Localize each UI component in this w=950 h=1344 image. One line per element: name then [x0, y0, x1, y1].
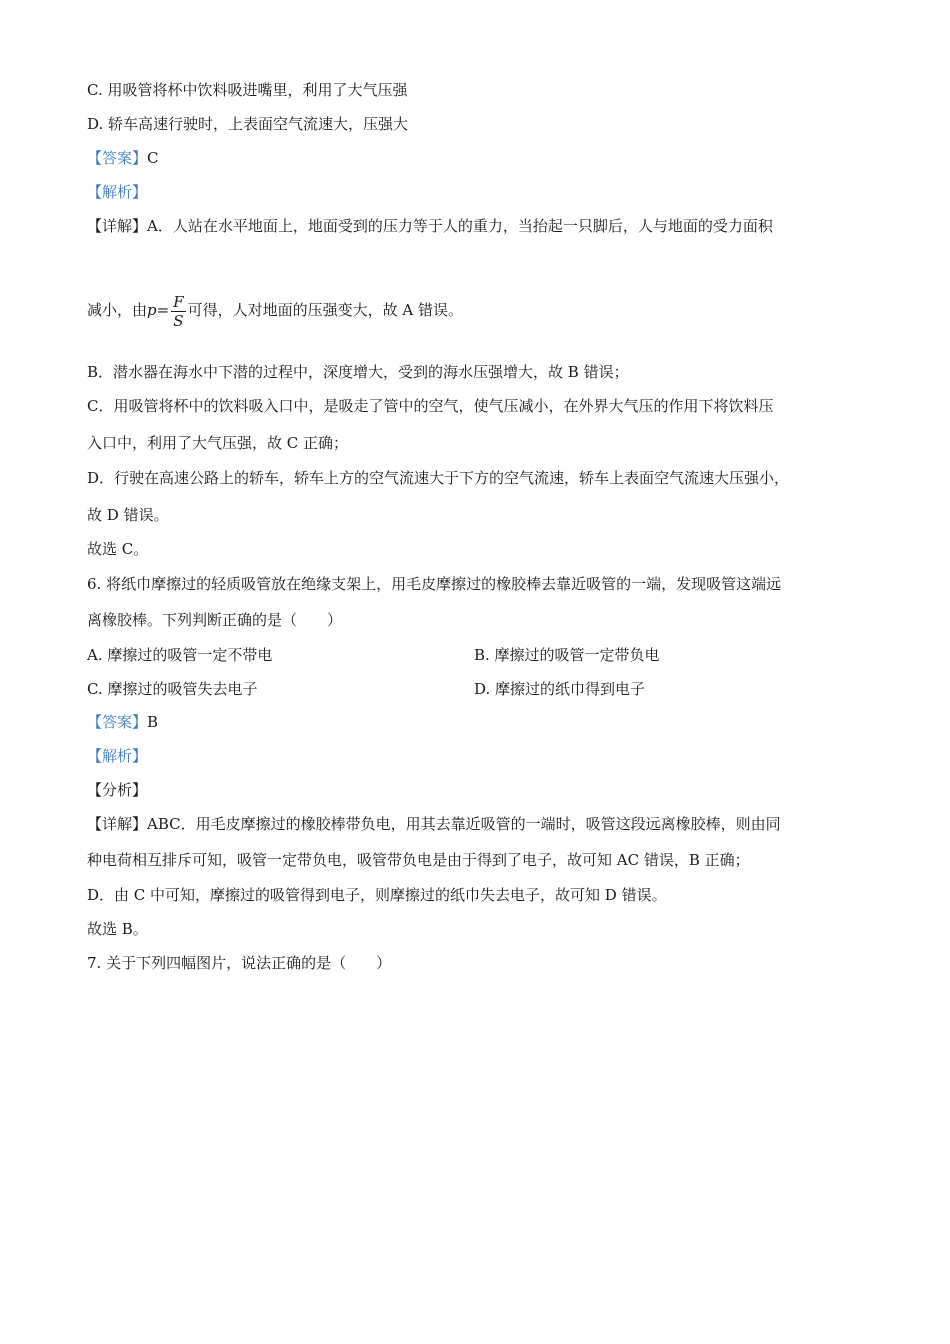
q5-conclusion: 故选 C。	[87, 540, 149, 558]
q6-conclusion: 故选 B。	[87, 920, 148, 938]
q5-detail-c2: 入口中，利用了大气压强，故 C 正确；	[87, 434, 349, 452]
q6-option-b: B. 摩擦过的吸管一定带负电	[474, 646, 660, 664]
answer-tag: 【答案】	[87, 713, 148, 731]
formula-numerator: F	[173, 292, 184, 311]
q5-option-d: D. 轿车高速行驶时，上表面空气流速大，压强大	[87, 115, 409, 133]
formula-denominator: S	[173, 311, 184, 330]
answer-tag: 【答案】	[87, 149, 148, 167]
q6-detail-line2: 种电荷相互排斥可知，吸管一定带负电，吸管带负电是由于得到了电子，故可知 AC 错误，B 正确；	[87, 851, 750, 869]
q6-answer	[87, 712, 158, 732]
formula-equals: =	[156, 301, 170, 319]
detail-text-post: 可得，人对地面的压强变大，故 A 错误。	[187, 301, 463, 319]
pressure-formula	[171, 293, 185, 330]
q5-detail-line1: 【详解】A．人站在水平地面上，地面受到的压力等于人的重力，当抬起一只脚后，人与地面的受力面积	[87, 217, 773, 235]
q5-detail-line2	[87, 290, 463, 330]
q7-stem: 7. 关于下列四幅图片，说法正确的是（ ）	[87, 954, 392, 972]
q5-detail-c1: C．用吸管将杯中的饮料吸入口中，是吸走了管中的空气，使气压减小，在外界大气压的作用下将饮料压	[87, 397, 774, 415]
q6-detail-line3: D．由 C 中可知，摩擦过的吸管得到电子，则摩擦过的纸巾失去电子，故可知 D 错误。	[87, 886, 667, 904]
q6-analysis-tag: 【解析】	[87, 747, 148, 765]
detail-text-pre: 减小，由	[87, 301, 148, 319]
q5-detail-b: B．潜水器在海水中下潜的过程中，深度增大，受到的海水压强增大，故 B 错误；	[87, 363, 629, 381]
answer-value: C	[147, 149, 159, 167]
q6-option-d: D. 摩擦过的纸巾得到电子	[474, 680, 646, 698]
q5-option-c: C. 用吸管将杯中饮料吸进嘴里，利用了大气压强	[87, 81, 408, 99]
q6-option-a: A. 摩擦过的吸管一定不带电	[87, 646, 273, 664]
q5-detail-d1: D．行驶在高速公路上的轿车，轿车上方的空气流速大于下方的空气流速，轿车上表面空气流速大压强小，	[87, 469, 790, 487]
q6-stem-line1: 6. 将纸巾摩擦过的轻质吸管放在绝缘支架上，用毛皮摩擦过的橡胶棒去靠近吸管的一端，发现吸管这端远	[87, 575, 782, 593]
q6-detail-line1: 【详解】ABC．用毛皮摩擦过的橡胶棒带负电，用其去靠近吸管的一端时，吸管这段远离橡胶棒，则由同	[87, 815, 781, 833]
q5-answer	[87, 148, 159, 168]
formula-variable: p	[147, 301, 157, 319]
q5-detail-d2: 故 D 错误。	[87, 506, 169, 524]
q5-analysis-tag: 【解析】	[87, 183, 148, 201]
q6-fenxi-tag: 【分析】	[87, 781, 148, 799]
answer-value: B	[147, 713, 159, 731]
q6-option-c: C. 摩擦过的吸管失去电子	[87, 680, 258, 698]
q6-stem-line2: 离橡胶棒。下列判断正确的是（ ）	[87, 611, 343, 629]
